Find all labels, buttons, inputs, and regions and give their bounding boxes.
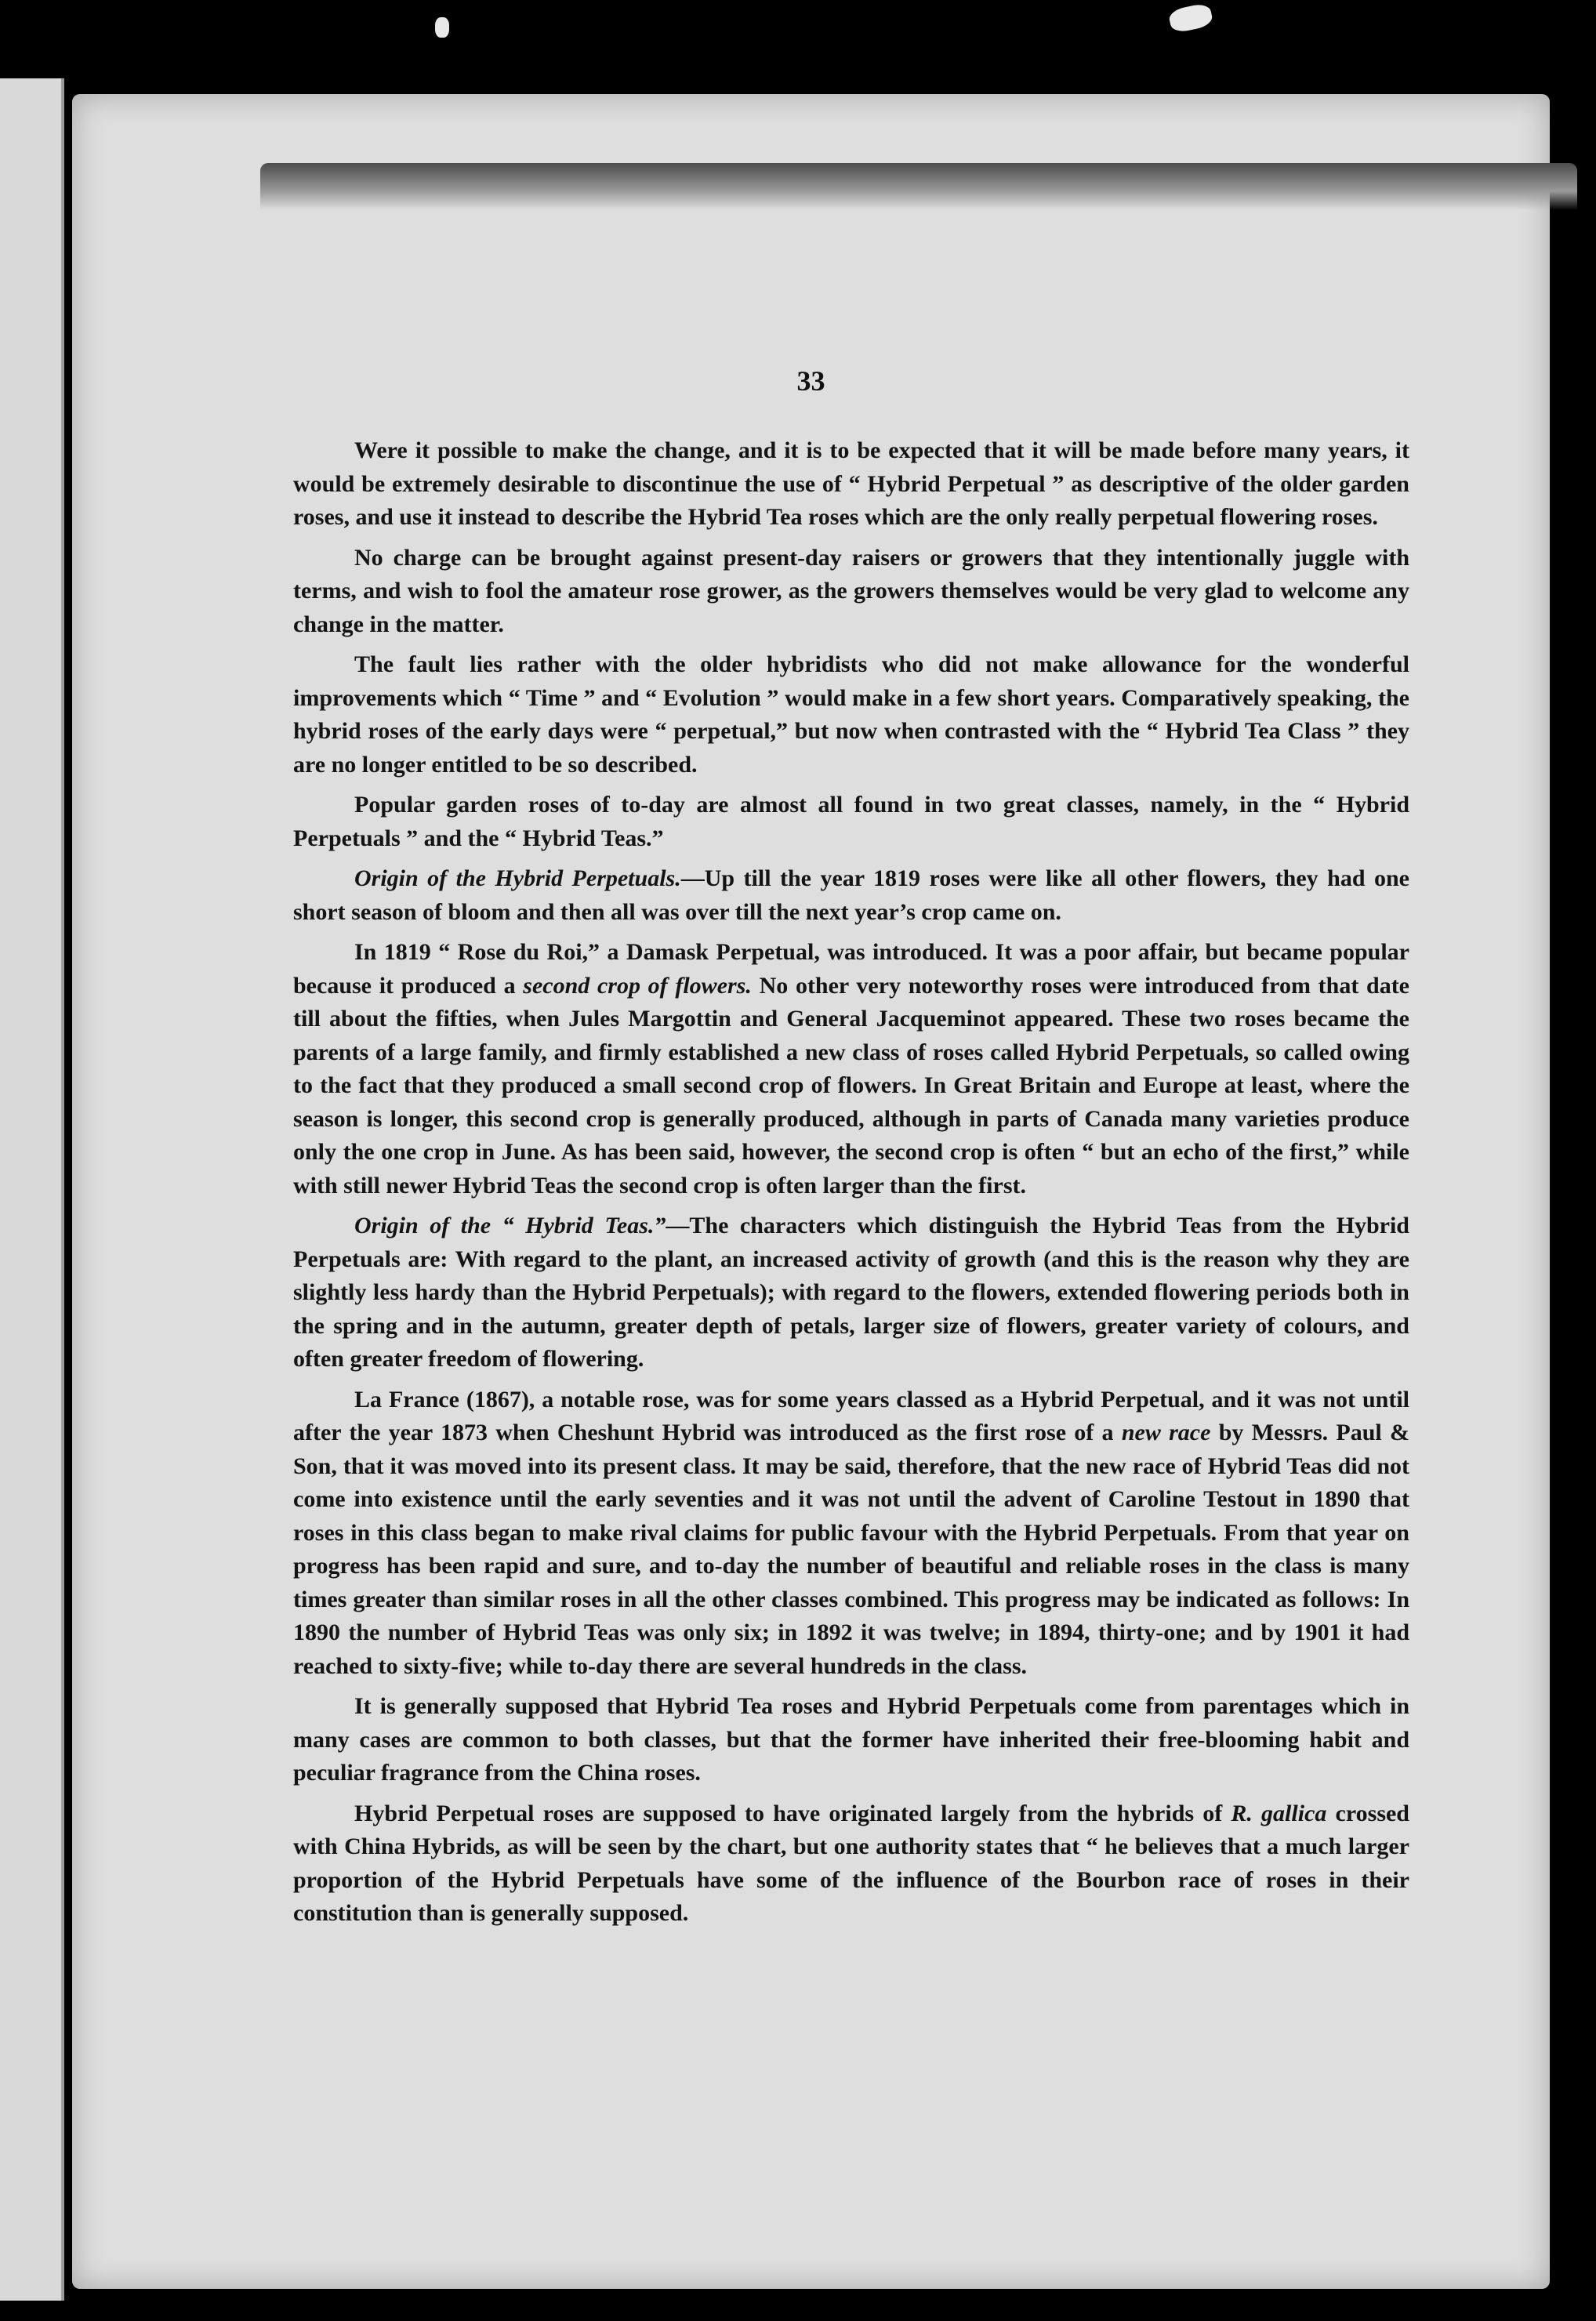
paragraph-text: —Up till the year 1819 roses were like all other flowers, they had one short season of bloom and then all was over till the next year’s crop came on. <box>293 865 1409 925</box>
page-top-shadow <box>260 163 1577 210</box>
paragraph <box>293 1209 1409 1376</box>
emphasis: R. gallica <box>1231 1800 1327 1826</box>
paragraph <box>293 434 1409 535</box>
paragraph-text: La France (1867), a notable rose, was for some years classed as a Hybrid Perpetual, and it was not until after the year 1873 when Cheshunt Hybrid was introduced as the first rose of a <box>293 1386 1409 1445</box>
film-speck <box>435 17 449 38</box>
body-text <box>293 434 1409 1938</box>
page-number: 33 <box>796 365 825 397</box>
section-heading: Origin of the “ Hybrid Teas.” <box>354 1213 666 1238</box>
paragraph-text: In 1819 “ Rose du Roi,” a Damask Perpetual, was introduced. It was a poor affair, but became popular because it produced a <box>293 939 1409 999</box>
facing-page-edge <box>0 78 64 2301</box>
book-page <box>72 94 1550 2289</box>
emphasis: new race <box>1121 1420 1211 1445</box>
emphasis: second crop of flowers. <box>523 972 752 999</box>
paragraph <box>293 1384 1409 1684</box>
paragraph-text: No other very noteworthy roses were introduced from that date till about the fifties, when Jules Margottin and General Jacqueminot appeared. These two roses became the parents of a large family, and firmly established a new class of roses called Hybrid Perpetuals, so called owing to the fact that they produced a small second crop of flowers. In Great Britain and Europe at least, where the season is longer, this second crop is generally produced, although in parts of Canada many varieties produce only the one crop in June. As has been said, however, the second crop is often “ but an echo of the first,” while with still newer Hybrid Teas the second crop is often larger than the first. <box>293 972 1409 1199</box>
film-speck <box>1167 2 1213 34</box>
paragraph-text: No charge can be brought against present-day raisers or growers that they intentionally juggle with terms, and wish to fool the amateur rose grower, as the growers themselves would be very glad to welcome any change in the matter. <box>293 544 1409 637</box>
paragraph-text: It is generally supposed that Hybrid Tea roses and Hybrid Perpetuals come from parentages which in many cases are common to both classes, but that the former have inherited their free-blooming habit and peculiar fragrance from the China roses. <box>293 1693 1409 1786</box>
paragraph-text: Hybrid Perpetual roses are supposed to have originated largely from the hybrids of <box>354 1800 1223 1826</box>
paragraph-text: by Messrs. Paul & Son, that it was moved into its present class. It may be said, therefore, that the new race of Hybrid Teas did not come into existence until the early seventies and it was not until the advent of Caroline Testout in 1890 that roses in this class began to make rival claims for public favour with the Hybrid Perpetuals. From that year on progress has been rapid and sure, and to-day the number of beautiful and reliable roses in the class is many times greater than similar roses in all the other classes combined. This progress may be indicated as follows: In 1890 the number of Hybrid Teas was only six; in 1892 it was twelve; in 1894, thirty-one; and by 1901 it had reached to sixty-five; while to-day there are several hundreds in the class. <box>293 1420 1409 1679</box>
paragraph <box>293 542 1409 642</box>
paragraph-text: —The characters which distinguish the Hybrid Teas from the Hybrid Perpetuals are: With regard to the plant, an increased activity of growth (and this is the reason why they are slightly less hardy than the Hybrid Perpetuals); with regard to the flowers, extended flowering periods both in the spring and in the autumn, greater depth of petals, larger size of flowers, greater variety of colours, and often greater freedom of flowering. <box>293 1213 1409 1372</box>
paragraph-text: Popular garden roses of to-day are almost all found in two great classes, namely, in the “ Hybrid Perpetuals ” and the “ Hybrid Teas.” <box>293 792 1409 851</box>
paragraph <box>293 648 1409 782</box>
paragraph <box>293 936 1409 1202</box>
paragraph-text: Were it possible to make the change, and it is to be expected that it will be made before many years, it would be extremely desirable to discontinue the use of “ Hybrid Perpetual ” as descriptive of the older garden roses, and use it instead to describe the Hybrid Tea roses which are the only really perpetual flowering roses. <box>293 437 1409 530</box>
section-heading: Origin of the Hybrid Perpetuals. <box>354 865 681 891</box>
paragraph <box>293 862 1409 929</box>
paragraph <box>293 1797 1409 1931</box>
paragraph-text: The fault lies rather with the older hybridists who did not make allowance for the wonderful improvements which “ Time ” and “ Evolution ” would make in a few short years. Comparatively speaking, the hybrid roses of the early days were “ perpetual,” but now when contrasted with the “ Hybrid Tea Class ” they are no longer entitled to be so described. <box>293 651 1409 778</box>
paragraph <box>293 1690 1409 1790</box>
paragraph <box>293 789 1409 855</box>
paragraph-text: crossed with China Hybrids, as will be seen by the chart, but one authority states that “ he believes that a much larger proportion of the Hybrid Perpetuals have some of the influence of the Bourbon race of roses in their constitution than is generally supposed. <box>293 1800 1409 1926</box>
